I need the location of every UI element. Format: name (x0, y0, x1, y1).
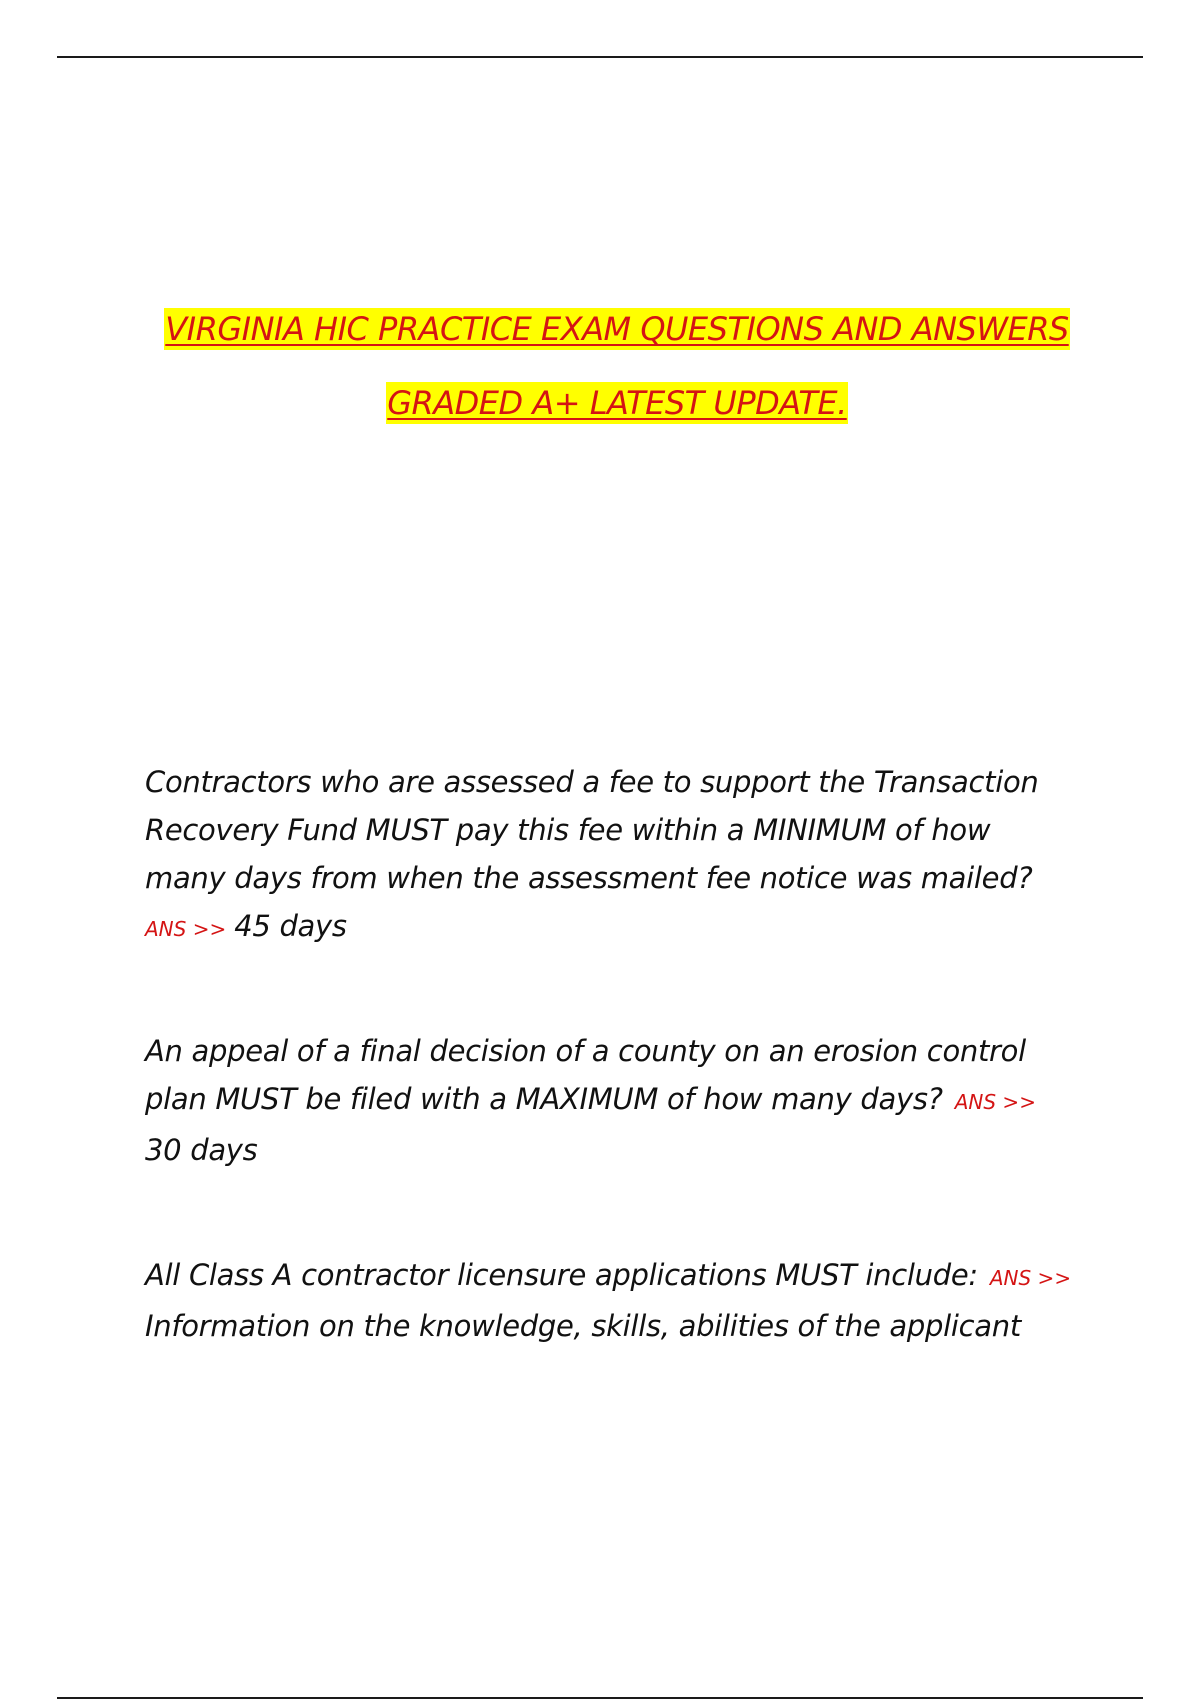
answer-marker: ANS >> (954, 1090, 1036, 1114)
question-block-3 (145, 1251, 1105, 1350)
top-rule (57, 56, 1143, 58)
title-line-1: VIRGINIA HIC PRACTICE EXAM QUESTIONS AND ANSWERS (165, 310, 1069, 348)
question-line: An appeal of a final decision of a county on an erosion control (145, 1034, 1026, 1068)
question-line: Recovery Fund MUST pay this fee within a MINIMUM of how (145, 813, 991, 847)
answer-text: 45 days (234, 909, 347, 943)
question-line: Contractors who are assessed a fee to support the Transaction (145, 765, 1039, 799)
answer-marker: ANS >> (989, 1266, 1072, 1290)
question-block-1 (145, 758, 1105, 953)
question-line: All Class A contractor licensure applications MUST include: (145, 1258, 978, 1292)
question-block-2 (145, 1027, 1105, 1174)
document-title (145, 292, 1089, 440)
answer-line (145, 902, 1105, 953)
question-text (145, 1251, 1105, 1302)
answer-text: 30 days (145, 1133, 258, 1167)
question-line: plan MUST be filed with a MAXIMUM of how many days? (145, 1082, 943, 1116)
bottom-rule (57, 1697, 1143, 1699)
question-text (145, 758, 1105, 902)
question-text (145, 1027, 1105, 1126)
title-line-2: GRADED A+ LATEST UPDATE. (387, 384, 847, 422)
answer-text: Information on the knowledge, skills, abilities of the applicant (145, 1309, 1021, 1343)
answer-marker: ANS >> (145, 917, 227, 941)
question-line: many days from when the assessment fee notice was mailed? (145, 861, 1033, 895)
